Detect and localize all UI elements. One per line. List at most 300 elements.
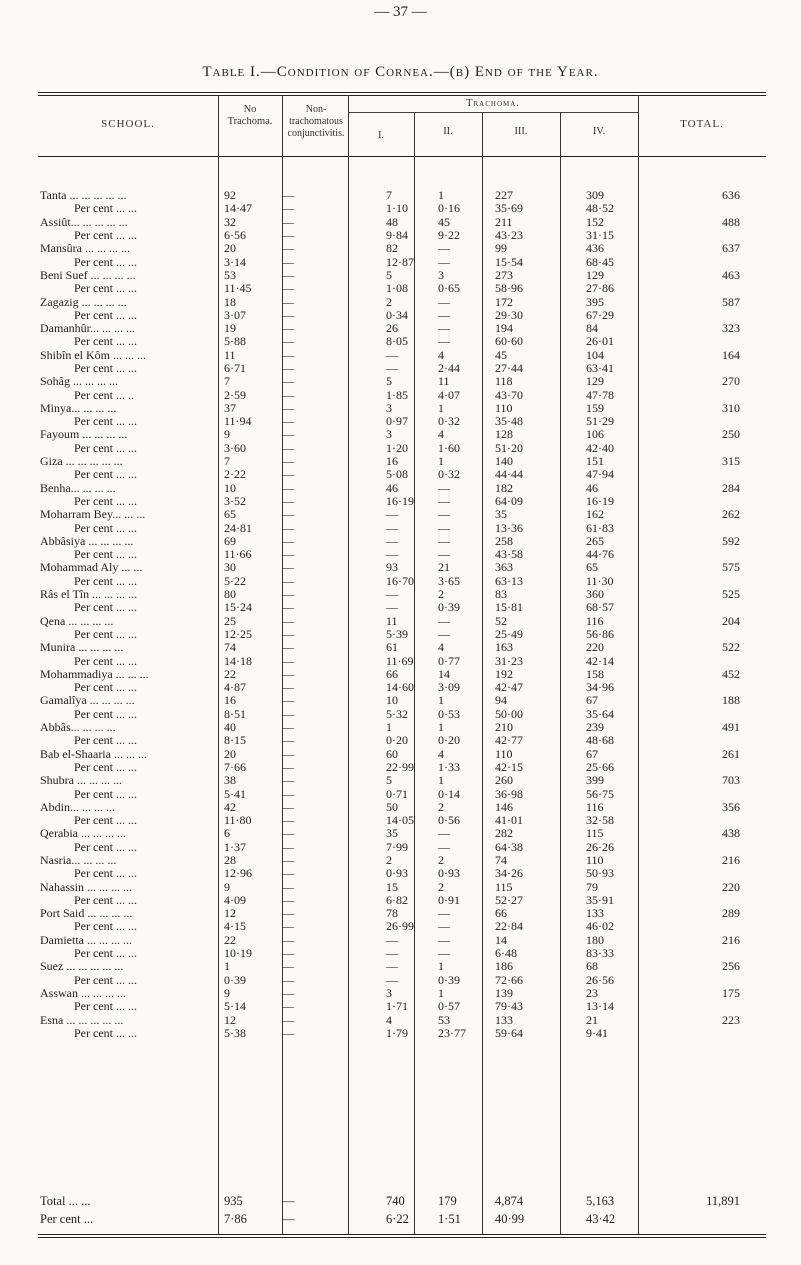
stage-1-cell: — bbox=[386, 361, 398, 375]
stage-2-cell: — bbox=[438, 335, 450, 349]
table-row-per-cent bbox=[40, 867, 760, 880]
stage-2-cell: 0·77 bbox=[438, 654, 460, 668]
school-name-cell: Per cent ... ... bbox=[74, 282, 137, 296]
table-row-per-cent bbox=[40, 282, 760, 295]
total-cell bbox=[673, 601, 760, 614]
non-trachomatous-cell: — bbox=[282, 760, 294, 774]
stage-3-cell: 34·26 bbox=[495, 867, 523, 881]
total-cell bbox=[673, 548, 760, 561]
stage-2-cell: — bbox=[438, 321, 450, 336]
non-trachomatous-cell: — bbox=[282, 787, 294, 801]
stage-4-cell: 42·40 bbox=[586, 441, 614, 455]
stage-4-cell: 56·86 bbox=[586, 627, 614, 641]
bottom-rule-thin bbox=[38, 1237, 766, 1238]
stage-3-cell: 186 bbox=[495, 960, 513, 974]
table-row-per-cent bbox=[40, 202, 760, 215]
total-cell bbox=[673, 255, 760, 268]
no-trachoma-cell: 80 bbox=[224, 587, 236, 602]
stage-2-cell: 179 bbox=[438, 1193, 457, 1208]
stage-1-cell: — bbox=[386, 521, 398, 535]
stage-4-cell: 47·78 bbox=[586, 388, 614, 402]
stage-3-cell: 115 bbox=[495, 880, 513, 894]
stage-2-cell: 1 bbox=[438, 454, 444, 469]
stage-3-cell: 110 bbox=[495, 401, 513, 415]
stage-1-cell: — bbox=[386, 548, 398, 562]
non-trachomatous-cell: — bbox=[282, 375, 294, 389]
stage-1-cell: 5 bbox=[386, 375, 392, 389]
stage-2-cell: 1 bbox=[438, 960, 444, 974]
no-trachoma-cell: 16 bbox=[224, 694, 236, 708]
stage-3-cell: 27·44 bbox=[495, 361, 523, 375]
non-trachomatous-cell: — bbox=[282, 548, 294, 562]
table-row bbox=[40, 827, 760, 840]
total-cell: 525 bbox=[722, 587, 740, 602]
stage-4-cell: 360 bbox=[586, 587, 604, 602]
no-trachoma-cell: 11·80 bbox=[224, 813, 252, 828]
no-trachoma-cell: 28 bbox=[224, 853, 236, 867]
stage-1-cell: 82 bbox=[386, 242, 398, 256]
non-trachomatous-cell: — bbox=[282, 973, 294, 987]
stage-1-cell: 78 bbox=[386, 907, 398, 921]
stage-1-cell: 15 bbox=[386, 880, 398, 894]
non-trachomatous-cell: — bbox=[282, 189, 294, 203]
no-trachoma-cell: 9 bbox=[224, 428, 230, 442]
school-name-cell: Abdin... ... ... ... bbox=[40, 800, 115, 814]
school-name-cell: Per cent ... ... bbox=[74, 627, 137, 641]
stage-1-cell: 0·97 bbox=[386, 415, 408, 429]
table-row-per-cent bbox=[40, 734, 760, 747]
stage-4-cell: 26·56 bbox=[586, 973, 614, 987]
school-name-cell: Beni Suef ... ... ... ... bbox=[40, 268, 136, 282]
no-trachoma-cell: 32 bbox=[224, 215, 236, 229]
table-row-per-cent bbox=[40, 654, 760, 667]
total-cell bbox=[673, 442, 760, 455]
stage-4-cell: 44·76 bbox=[586, 548, 614, 562]
stage-4-cell: 67·29 bbox=[586, 308, 614, 322]
no-trachoma-cell: 74 bbox=[224, 641, 236, 655]
school-name-cell: Per cent ... ... bbox=[74, 494, 137, 508]
table-row bbox=[40, 987, 760, 1000]
no-trachoma-cell: 8·15 bbox=[224, 734, 246, 748]
school-name-cell: Per cent ... ... bbox=[74, 973, 137, 987]
stage-4-cell: 42·14 bbox=[586, 654, 614, 668]
stage-4-cell: 68 bbox=[586, 960, 598, 974]
table-row-per-cent bbox=[40, 947, 760, 960]
stage-3-cell: 45 bbox=[495, 348, 507, 362]
school-name-cell: Port Said ... ... ... ... bbox=[40, 907, 133, 921]
stage-1-cell: — bbox=[386, 973, 398, 987]
table-row bbox=[40, 455, 760, 468]
total-cell: 315 bbox=[722, 454, 740, 469]
table-row-per-cent bbox=[40, 229, 760, 242]
non-trachomatous-cell: — bbox=[282, 508, 294, 522]
stage-3-cell: 35·69 bbox=[495, 202, 523, 216]
non-trachomatous-cell: — bbox=[282, 1211, 295, 1226]
total-cell bbox=[673, 867, 760, 880]
total-cell: 204 bbox=[722, 614, 740, 628]
stage-3-cell: 192 bbox=[495, 667, 513, 681]
total-cell bbox=[673, 335, 760, 348]
stage-4-cell: 47·94 bbox=[586, 468, 614, 482]
stage-4-cell: 395 bbox=[586, 295, 604, 309]
stage-2-cell: — bbox=[438, 494, 450, 508]
total-cell bbox=[673, 1000, 760, 1013]
header-stage-3: III. bbox=[514, 126, 528, 137]
non-trachomatous-cell: — bbox=[282, 228, 294, 243]
school-name-cell: Bab el-Shaaria ... ... ... bbox=[40, 747, 147, 761]
stage-3-cell: 211 bbox=[495, 215, 513, 229]
stage-2-cell: 2 bbox=[438, 587, 444, 602]
school-name-cell: Per cent ... ... bbox=[74, 760, 137, 774]
no-trachoma-cell: 3·07 bbox=[224, 308, 246, 322]
non-trachomatous-cell: — bbox=[282, 827, 294, 841]
stage-1-cell: 35 bbox=[386, 827, 398, 841]
stage-4-cell: 106 bbox=[586, 428, 604, 442]
stage-4-cell: 220 bbox=[586, 641, 604, 655]
table-row bbox=[40, 854, 760, 867]
table-row bbox=[40, 1210, 760, 1228]
non-trachomatous-cell: — bbox=[282, 494, 294, 508]
no-trachoma-cell: 2·59 bbox=[224, 388, 246, 402]
stage-3-cell: 83 bbox=[495, 587, 507, 602]
no-trachoma-cell: 5·88 bbox=[224, 335, 246, 349]
school-name-cell: Per cent ... ... bbox=[74, 867, 137, 881]
stage-2-cell: 3·09 bbox=[438, 680, 460, 695]
stage-1-cell: 11·69 bbox=[386, 654, 414, 668]
non-trachomatous-cell: — bbox=[282, 601, 294, 615]
stage-2-cell: 1 bbox=[438, 189, 444, 203]
stage-3-cell: 273 bbox=[495, 268, 513, 282]
stage-1-cell: — bbox=[386, 534, 398, 548]
non-trachomatous-cell: — bbox=[282, 361, 294, 375]
non-trachomatous-cell: — bbox=[282, 614, 294, 628]
stage-4-cell: 21 bbox=[586, 1013, 598, 1027]
stage-1-cell: 7·99 bbox=[386, 840, 408, 854]
non-trachomatous-cell: — bbox=[282, 680, 294, 695]
school-name-cell: Abbâsiya ... ... ... ... bbox=[40, 534, 134, 548]
table-row bbox=[40, 295, 760, 308]
stage-3-cell: 42·77 bbox=[495, 734, 523, 748]
stage-2-cell: 53 bbox=[438, 1013, 450, 1027]
header-total: TOTAL. bbox=[680, 118, 724, 130]
stage-2-cell: — bbox=[438, 840, 450, 854]
stage-3-cell: 194 bbox=[495, 321, 513, 336]
total-cell: 636 bbox=[722, 189, 740, 203]
stage-2-cell: — bbox=[438, 242, 450, 256]
non-trachomatous-cell: — bbox=[282, 933, 294, 947]
total-cell bbox=[673, 309, 760, 322]
stage-2-cell: — bbox=[438, 933, 450, 947]
stage-2-cell: 11 bbox=[438, 375, 450, 389]
table-row-per-cent bbox=[40, 894, 760, 907]
stage-4-cell: 35·64 bbox=[586, 707, 614, 721]
stage-1-cell: 5 bbox=[386, 268, 392, 282]
stage-2-cell: 1·60 bbox=[438, 441, 460, 455]
total-cell: 220 bbox=[722, 880, 740, 894]
total-cell: 223 bbox=[722, 1013, 740, 1027]
table-row-per-cent bbox=[40, 628, 760, 641]
header-bottom-rule bbox=[38, 156, 766, 157]
total-cell: 463 bbox=[722, 268, 740, 282]
school-name-cell: Per cent ... ... bbox=[74, 734, 137, 748]
stage-2-cell: 0·39 bbox=[438, 601, 460, 615]
non-trachomatous-cell: — bbox=[282, 1000, 294, 1014]
school-name-cell: Per cent ... ... bbox=[74, 361, 137, 375]
table-row bbox=[40, 402, 760, 415]
non-trachomatous-cell: — bbox=[282, 441, 294, 455]
stage-1-cell: 3 bbox=[386, 986, 392, 1000]
stage-3-cell: 52 bbox=[495, 614, 507, 628]
stage-2-cell: — bbox=[438, 627, 450, 641]
total-cell bbox=[673, 947, 760, 960]
total-cell bbox=[673, 229, 760, 242]
stage-2-cell: 21 bbox=[438, 561, 450, 575]
non-trachomatous-cell: — bbox=[282, 853, 294, 867]
total-cell: 637 bbox=[722, 242, 740, 256]
non-trachomatous-cell: — bbox=[282, 867, 294, 881]
no-trachoma-cell: 11·94 bbox=[224, 415, 252, 429]
stage-2-cell: 0·93 bbox=[438, 867, 460, 881]
stage-2-cell: — bbox=[438, 920, 450, 934]
stage-4-cell: 9·41 bbox=[586, 1026, 608, 1040]
top-rule-thin bbox=[38, 95, 766, 96]
stage-2-cell: — bbox=[438, 508, 450, 522]
stage-4-cell: 152 bbox=[586, 215, 604, 229]
total-cell bbox=[673, 388, 760, 401]
stage-3-cell: 43·23 bbox=[495, 228, 523, 243]
no-trachoma-cell: 7 bbox=[224, 375, 230, 389]
total-cell: 11,891 bbox=[706, 1193, 740, 1208]
non-trachomatous-cell: — bbox=[282, 587, 294, 602]
non-trachomatous-cell: — bbox=[282, 946, 294, 961]
stage-2-cell: 1 bbox=[438, 720, 444, 735]
table-row bbox=[40, 242, 760, 255]
header-stage-4: IV. bbox=[592, 126, 606, 137]
school-name-cell: Per cent ... ... bbox=[74, 415, 137, 429]
stage-2-cell: 0·16 bbox=[438, 202, 460, 216]
table-row-per-cent bbox=[40, 548, 760, 561]
no-trachoma-cell: 12·96 bbox=[224, 867, 252, 881]
no-trachoma-cell: 69 bbox=[224, 534, 236, 548]
no-trachoma-cell: 37 bbox=[224, 401, 236, 415]
stage-1-cell: — bbox=[386, 601, 398, 615]
stage-2-cell: 2·44 bbox=[438, 361, 460, 375]
stage-3-cell: 72·66 bbox=[495, 973, 523, 987]
stage-4-cell: 65 bbox=[586, 561, 598, 575]
stage-3-cell: 146 bbox=[495, 800, 513, 814]
non-trachomatous-cell: — bbox=[282, 574, 294, 588]
non-trachomatous-cell: — bbox=[282, 388, 294, 402]
table-row-per-cent bbox=[40, 362, 760, 375]
non-trachomatous-cell: — bbox=[282, 774, 294, 788]
no-trachoma-cell: 11·66 bbox=[224, 548, 252, 562]
total-cell: 310 bbox=[722, 401, 740, 415]
stage-3-cell: 363 bbox=[495, 561, 513, 575]
non-trachomatous-cell: — bbox=[282, 534, 294, 548]
stage-3-cell: 22·84 bbox=[495, 920, 523, 934]
total-cell bbox=[673, 894, 760, 907]
stage-1-cell: 5·08 bbox=[386, 468, 408, 482]
stage-3-cell: 43·70 bbox=[495, 388, 523, 402]
stage-2-cell: 3 bbox=[438, 268, 444, 282]
school-name-cell: Abbâs... ... ... ... bbox=[40, 720, 116, 735]
stage-1-cell: 60 bbox=[386, 747, 398, 761]
school-name-cell: Nahassin ... ... ... ... bbox=[40, 880, 132, 894]
stage-4-cell: 116 bbox=[586, 800, 604, 814]
total-cell: 262 bbox=[722, 508, 740, 522]
total-cell: 491 bbox=[722, 720, 740, 735]
non-trachomatous-cell: — bbox=[282, 734, 294, 748]
stage-2-cell: 0·53 bbox=[438, 707, 460, 721]
stage-4-cell: 180 bbox=[586, 933, 604, 947]
table-row-per-cent bbox=[40, 601, 760, 614]
stage-4-cell: 61·83 bbox=[586, 521, 614, 535]
non-trachomatous-cell: — bbox=[282, 627, 294, 641]
stage-4-cell: 5,163 bbox=[586, 1193, 615, 1208]
total-cell bbox=[673, 681, 760, 694]
stage-2-cell: — bbox=[438, 295, 450, 309]
stage-4-cell: 110 bbox=[586, 853, 604, 867]
no-trachoma-cell: 7 bbox=[224, 454, 230, 469]
stage-1-cell: 50 bbox=[386, 800, 398, 814]
stage-1-cell: 6·82 bbox=[386, 893, 408, 907]
stage-1-cell: — bbox=[386, 348, 398, 362]
no-trachoma-cell: 4·09 bbox=[224, 893, 246, 907]
stage-3-cell: 260 bbox=[495, 774, 513, 788]
no-trachoma-cell: 22 bbox=[224, 933, 236, 947]
stage-2-cell: — bbox=[438, 255, 450, 269]
stage-4-cell: 46 bbox=[586, 481, 598, 495]
no-trachoma-cell: 92 bbox=[224, 189, 236, 203]
stage-3-cell: 41·01 bbox=[495, 813, 523, 828]
no-trachoma-cell: 14·18 bbox=[224, 654, 252, 668]
stage-1-cell: 12·87 bbox=[386, 255, 414, 269]
total-cell: 164 bbox=[722, 348, 740, 362]
total-cell bbox=[673, 415, 760, 428]
no-trachoma-cell: 24·81 bbox=[224, 521, 252, 535]
non-trachomatous-cell: — bbox=[282, 707, 294, 721]
table-row-per-cent bbox=[40, 388, 760, 401]
school-name-cell: Per cent ... ... bbox=[74, 202, 137, 216]
stage-1-cell: 26·99 bbox=[386, 920, 414, 934]
school-name-cell: Damanhûr... ... ... ... bbox=[40, 321, 135, 336]
non-trachomatous-cell: — bbox=[282, 428, 294, 442]
school-name-cell: Per cent ... ... bbox=[74, 521, 137, 535]
stage-1-cell: 7 bbox=[386, 189, 392, 203]
table-row bbox=[40, 907, 760, 920]
stage-1-cell: 1·10 bbox=[386, 202, 408, 216]
stage-3-cell: 31·23 bbox=[495, 654, 523, 668]
no-trachoma-cell: 10 bbox=[224, 481, 236, 495]
stage-1-cell: 1·08 bbox=[386, 282, 408, 296]
stage-2-cell: — bbox=[438, 548, 450, 562]
stage-3-cell: 42·47 bbox=[495, 680, 523, 695]
school-name-cell: Per cent ... ... bbox=[74, 601, 137, 615]
stage-1-cell: 10 bbox=[386, 694, 398, 708]
total-cell: 575 bbox=[722, 561, 740, 575]
school-name-cell: Per cent ... ... bbox=[74, 920, 137, 934]
table-row bbox=[40, 588, 760, 601]
stage-3-cell: 258 bbox=[495, 534, 513, 548]
no-trachoma-cell: 12·25 bbox=[224, 627, 252, 641]
stage-2-cell: 0·65 bbox=[438, 282, 460, 296]
non-trachomatous-cell: — bbox=[282, 986, 294, 1000]
non-trachomatous-cell: — bbox=[282, 242, 294, 256]
no-trachoma-cell: 9 bbox=[224, 986, 230, 1000]
stage-4-cell: 67 bbox=[586, 694, 598, 708]
table-row-per-cent bbox=[40, 442, 760, 455]
stage-2-cell: 2 bbox=[438, 853, 444, 867]
stage-3-cell: 64·38 bbox=[495, 840, 523, 854]
table-row bbox=[40, 668, 760, 681]
stage-1-cell: — bbox=[386, 587, 398, 602]
non-trachomatous-cell: — bbox=[282, 202, 294, 216]
non-trachomatous-cell: — bbox=[282, 321, 294, 336]
stage-4-cell: 239 bbox=[586, 720, 604, 735]
no-trachoma-cell: 12 bbox=[224, 1013, 236, 1027]
total-cell: 522 bbox=[722, 641, 740, 655]
stage-4-cell: 25·66 bbox=[586, 760, 614, 774]
table-row bbox=[40, 721, 760, 734]
non-trachomatous-cell: — bbox=[282, 521, 294, 535]
stage-3-cell: 64·09 bbox=[495, 494, 523, 508]
school-name-cell: Moharram Bey... ... ... bbox=[40, 508, 146, 522]
stage-3-cell: 118 bbox=[495, 375, 513, 389]
non-trachomatous-cell: — bbox=[282, 215, 294, 229]
table-row-per-cent bbox=[40, 335, 760, 348]
total-cell: 216 bbox=[722, 853, 740, 867]
non-trachomatous-cell: — bbox=[282, 960, 294, 974]
school-name-cell: Qerabia ... ... ... ... bbox=[40, 827, 126, 841]
stage-3-cell: 63·13 bbox=[495, 574, 523, 588]
non-trachomatous-cell: — bbox=[282, 561, 294, 575]
school-name-cell: Fayoum ... ... ... ... bbox=[40, 428, 128, 442]
stage-2-cell: 23·77 bbox=[438, 1026, 466, 1040]
table-row-per-cent bbox=[40, 415, 760, 428]
school-name-cell: Per cent ... ... bbox=[74, 335, 137, 349]
stage-3-cell: 74 bbox=[495, 853, 507, 867]
header-school: SCHOOL. bbox=[101, 118, 155, 130]
total-cell bbox=[673, 974, 760, 987]
stage-4-cell: 129 bbox=[586, 375, 604, 389]
stage-4-cell: 48·68 bbox=[586, 734, 614, 748]
stage-1-cell: 8·05 bbox=[386, 335, 408, 349]
school-name-cell: Per cent ... ... bbox=[74, 574, 137, 588]
total-cell bbox=[673, 282, 760, 295]
stage-3-cell: 40·99 bbox=[495, 1211, 525, 1226]
stage-1-cell: 9·84 bbox=[386, 228, 408, 243]
school-name-cell: Sohâg ... ... ... ... bbox=[40, 375, 118, 389]
stage-2-cell: 14 bbox=[438, 667, 450, 681]
header-no-trachoma bbox=[220, 104, 280, 128]
stage-3-cell: 13·36 bbox=[495, 521, 523, 535]
total-cell: 270 bbox=[722, 375, 740, 389]
total-cell: 592 bbox=[722, 534, 740, 548]
total-cell: 703 bbox=[722, 774, 740, 788]
stage-3-cell: 94 bbox=[495, 694, 507, 708]
stage-2-cell: 1 bbox=[438, 401, 444, 415]
stage-4-cell: 68·45 bbox=[586, 255, 614, 269]
stage-2-cell: 9·22 bbox=[438, 228, 460, 243]
table-row bbox=[40, 934, 760, 947]
stage-2-cell: — bbox=[438, 614, 450, 628]
non-trachomatous-cell: — bbox=[282, 880, 294, 894]
stage-1-cell: 2 bbox=[386, 853, 392, 867]
stage-4-cell: 23 bbox=[586, 986, 598, 1000]
stage-2-cell: 4 bbox=[438, 747, 444, 761]
stage-2-cell: — bbox=[438, 827, 450, 841]
non-trachomatous-cell: — bbox=[282, 481, 294, 495]
